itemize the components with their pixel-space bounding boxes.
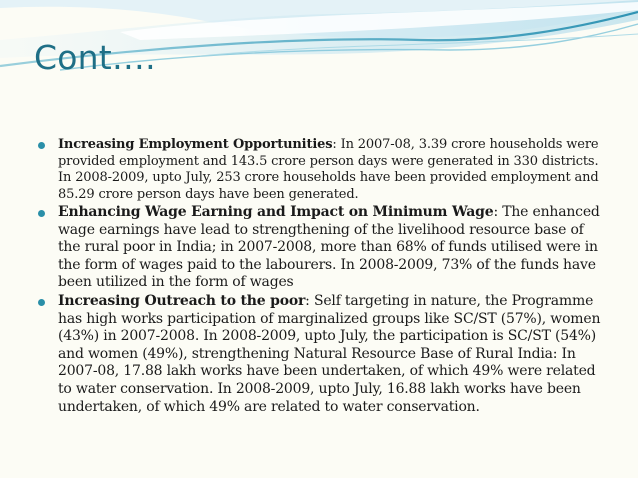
bullet-item-employment	[36, 137, 608, 203]
bullet-text: : The enhanced wage earnings have lead to strengthening of the livelihood resource base of the rural poor in India; in 2007-2008, more than 68% of funds utilised were in the form of wages paid to the labourers. In 2008-2009, 73% of the funds have been utilized in the form of wages	[58, 204, 600, 291]
bullet-text: : Self targeting in nature, the Programme has high works participation of marginalized groups like SC/ST (57%), women (43%) in 2007-2008. In 2008-2009, upto July, the participation is SC/ST (54%) and women (49%), strengthening Natural Resource Base of Rural India: In 2007-08, 17.88 lakh works have been undertaken, of which 49% were related to water conservation. In 2008-2009, upto July, 16.88 lakh works have been undertaken, of which 49% are related to water conservation.	[58, 292, 601, 415]
bullet-list	[36, 137, 608, 416]
bullet-dot-icon	[38, 299, 45, 306]
bullet-heading: Enhancing Wage Earning and Impact on Minimum Wage	[58, 204, 494, 220]
bullet-heading: Increasing Outreach to the poor	[58, 292, 306, 309]
bullet-item-outreach	[36, 293, 608, 416]
bullet-text: : In 2007-08, 3.39 crore households were provided employment and 143.5 crore person days were generated in 330 districts. In 2008-2009, upto July, 253 crore households have been provided employment and 85.29 crore person days have been generated.	[58, 137, 599, 202]
bullet-item-wage	[36, 204, 608, 292]
slide-title: Cont….	[34, 38, 156, 77]
bullet-heading: Increasing Employment Opportunities	[58, 137, 333, 152]
bullet-dot-icon	[38, 210, 45, 217]
bullet-dot-icon	[38, 142, 45, 149]
